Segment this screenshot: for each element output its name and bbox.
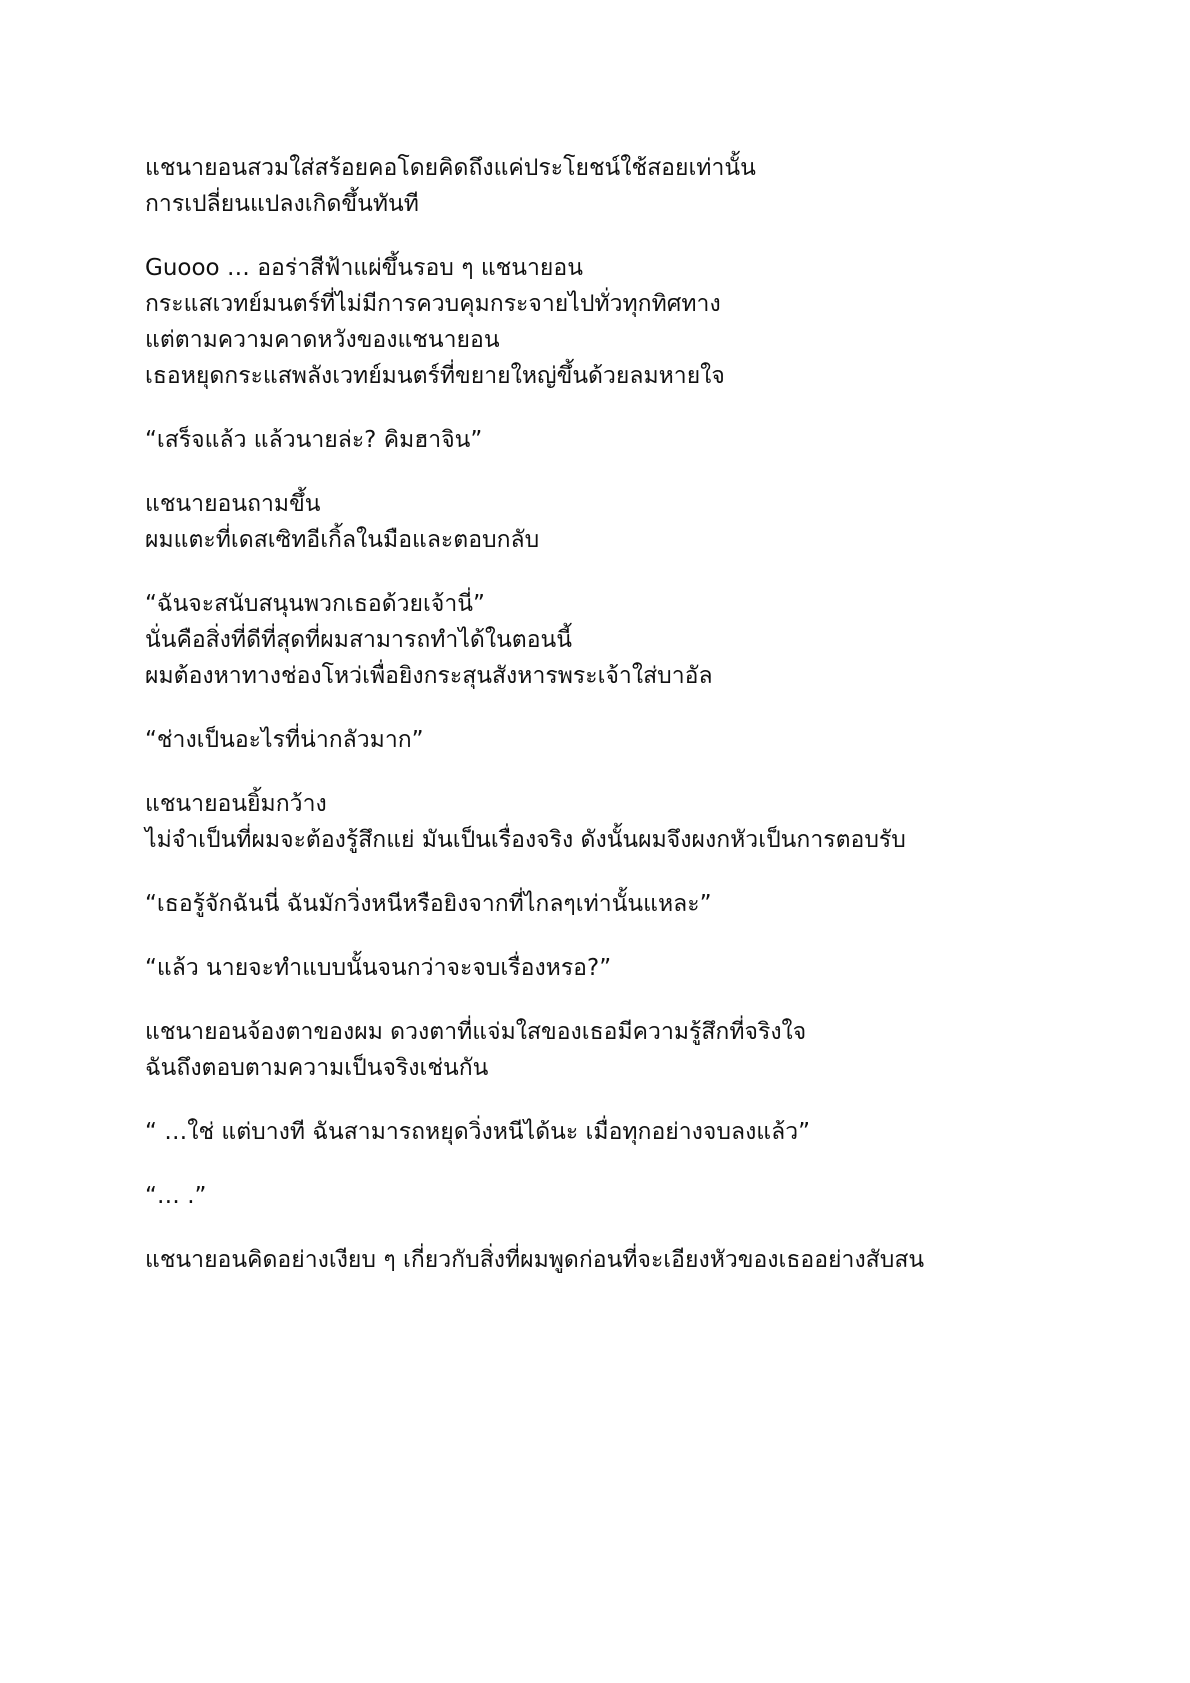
- text-line: แชนายอนถามขึ้น: [145, 491, 321, 517]
- text-line: แชนายอนคิดอย่างเงียบ ๆ เกี่ยวกับสิ่งที่ผมพูดก่อนที่จะเอียงหัวของเธออย่างสับสน: [145, 1247, 925, 1273]
- text-line: การเปลี่ยนแปลงเกิดขึ้นทันที: [145, 191, 419, 217]
- paragraph: [145, 722, 1105, 758]
- text-line: แชนายอนยิ้มกว้าง: [145, 791, 327, 817]
- text-line: ผมต้องหาทางช่องโหว่เพื่อยิงกระสุนสังหารพระเจ้าใส่บาอัล: [145, 663, 713, 689]
- text-line: ฉันถึงตอบตามความเป็นจริงเช่นกัน: [145, 1055, 489, 1081]
- document-body: [145, 150, 1105, 1306]
- text-line: “ช่างเป็นอะไรที่น่ากลัวมาก”: [145, 727, 424, 753]
- text-line: กระแสเวทย์มนตร์ที่ไม่มีการควบคุมกระจายไปทั่วทุกทิศทาง: [145, 291, 721, 317]
- text-line: ผมแตะที่เดสเซิทอีเกิ้ลในมือและตอบกลับ: [145, 527, 540, 553]
- paragraph: [145, 422, 1105, 458]
- text-line: “… .”: [145, 1183, 207, 1209]
- paragraph: [145, 786, 1105, 858]
- paragraph: [145, 1178, 1105, 1214]
- text-line: แต่ตามความคาดหวังของแชนายอน: [145, 327, 500, 353]
- paragraph: [145, 150, 1105, 222]
- text-line: แชนายอนสวมใส่สร้อยคอโดยคิดถึงแค่ประโยชน์ใช้สอยเท่านั้น: [145, 155, 756, 181]
- text-line: “แล้ว นายจะทำแบบนั้นจนกว่าจะจบเรื่องหรอ?”: [145, 955, 612, 981]
- paragraph: [145, 486, 1105, 558]
- paragraph: [145, 950, 1105, 986]
- paragraph: [145, 586, 1105, 694]
- text-line: Guooo … ออร่าสีฟ้าแผ่ขึ้นรอบ ๆ แชนายอน: [145, 255, 583, 281]
- text-line: ไม่จำเป็นที่ผมจะต้องรู้สึกแย่ มันเป็นเรื่องจริง ดังนั้นผมจึงผงกหัวเป็นการตอบรับ: [145, 827, 906, 853]
- text-line: แชนายอนจ้องตาของผม ดวงตาที่แจ่มใสของเธอมีความรู้สึกที่จริงใจ: [145, 1019, 807, 1045]
- paragraph: [145, 1014, 1105, 1086]
- text-line: “เสร็จแล้ว แล้วนายล่ะ? คิมฮาจิน”: [145, 427, 483, 453]
- text-line: นั่นคือสิ่งที่ดีที่สุดที่ผมสามารถทำได้ในตอนนี้: [145, 627, 572, 653]
- text-line: “ …ใช่ แต่บางที ฉันสามารถหยุดวิ่งหนีได้นะ เมื่อทุกอย่างจบลงแล้ว”: [145, 1119, 811, 1145]
- paragraph: [145, 1114, 1105, 1150]
- text-line: “เธอรู้จักฉันนี่ ฉันมักวิ่งหนีหรือยิงจากที่ไกลๆเท่านั้นแหละ”: [145, 891, 712, 917]
- paragraph: [145, 1242, 1105, 1278]
- text-line: เธอหยุดกระแสพลังเวทย์มนตร์ที่ขยายใหญ่ขึ้นด้วยลมหายใจ: [145, 363, 725, 389]
- paragraph: [145, 886, 1105, 922]
- text-line: “ฉันจะสนับสนุนพวกเธอด้วยเจ้านี่”: [145, 591, 485, 617]
- paragraph: [145, 250, 1105, 394]
